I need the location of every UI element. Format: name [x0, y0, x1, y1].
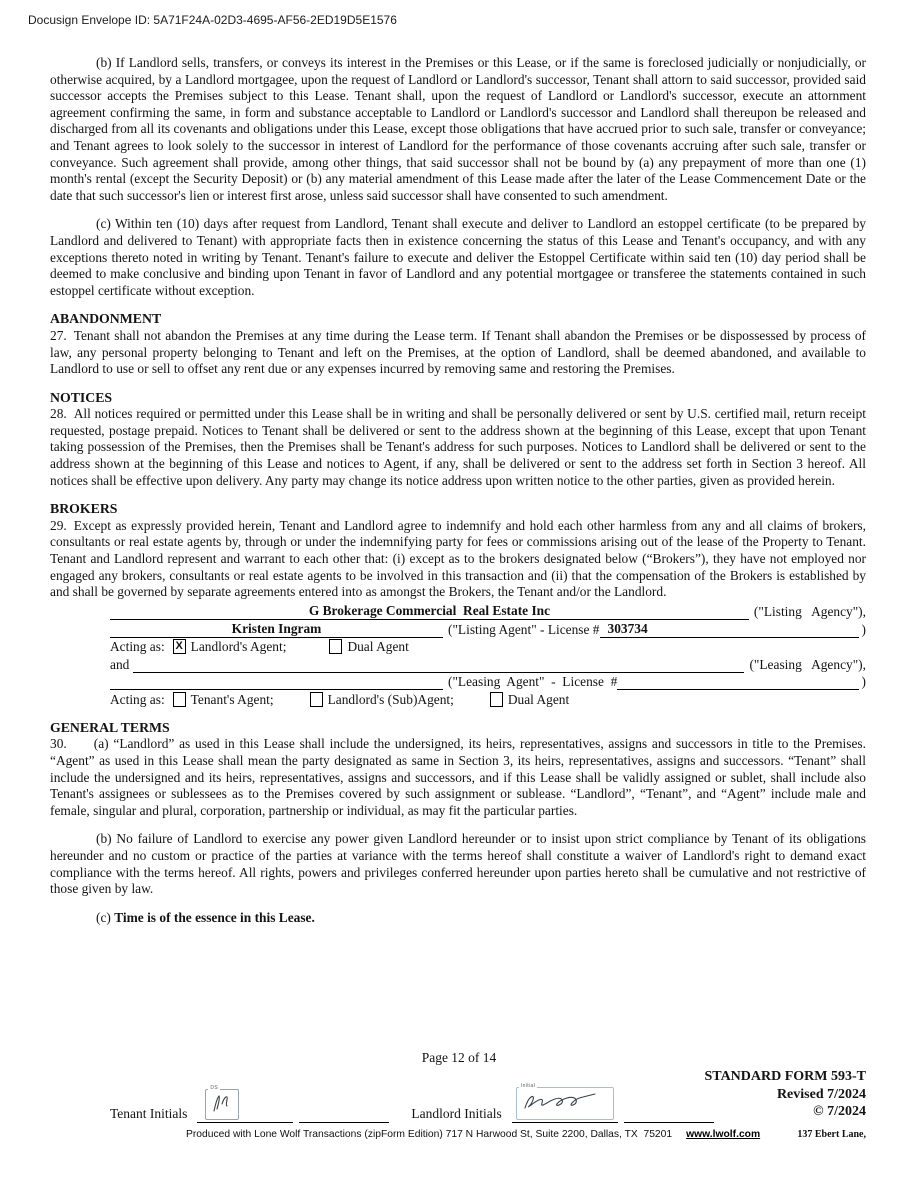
- paragraph-30a: [50, 736, 866, 819]
- property-address-note: 137 Ebert Lane,: [797, 1129, 866, 1140]
- leasing-license-field[interactable]: [617, 673, 858, 690]
- acting-as-label-leasing: Acting as:: [110, 691, 165, 707]
- tenant-initials-label: Tenant Initials: [110, 1106, 188, 1121]
- form-revised-date: Revised 7/2024: [776, 1086, 866, 1102]
- landlord-initials-signature: [517, 1088, 609, 1116]
- listing-agency-row: [110, 603, 866, 621]
- section-heading-notices: NOTICES: [50, 389, 113, 405]
- docusign-envelope-id: Docusign Envelope ID: 5A71F24A-02D3-4695-AF56-2ED19D5E1576: [28, 13, 397, 27]
- initial-adorner-icon: Initial: [520, 1083, 536, 1089]
- and-label: and: [110, 656, 130, 672]
- paragraph-30a-text: (a) “Landlord” as used in this Lease shall include the undersigned, its heirs, representatives, assigns and successors in title to the Premises. “Agent” as used in this Lease shall mean the party designated as same in Section 3, its heirs, representatives, assigns and successors. “Tenant” shall include the undersigned and its heirs, representatives, assigns and successors, and if this Lease shall be validly assigned or sublet, shall include also Tenant's assignees or sublessees as to the Premises covered by such assignment or sublease. “Landlord”, “Tenant”, and “Agent” include male and female, singular and plural, corporation, partnership or individual, as may fit the particular parties.: [50, 736, 866, 818]
- paragraph-30b: (b) No failure of Landlord to exercise any power given Landlord hereunder or to insist upon strict compliance by Tenant of its obligations hereunder and no custom or practice of the parties at variance with the terms hereof shall constitute a waiver of Landlord's right to demand exact compliance with the terms hereof. All rights, powers and privileges conferred hereunder upon parties hereto shall be cumulative and not restrictive of those given by law.: [50, 831, 866, 897]
- leasing-agency-row: [110, 655, 866, 673]
- section-heading-brokers: BROKERS: [50, 501, 118, 517]
- dual-agent-label-listing: Dual Agent: [347, 639, 409, 655]
- leasing-agent-label: ("Leasing Agent" - License #: [448, 674, 618, 690]
- listing-agent-field[interactable]: Kristen Ingram: [110, 621, 443, 638]
- tenant-initials-line[interactable]: [197, 1085, 293, 1123]
- paragraph-estoppel-c: (c) Within ten (10) days after request from Landlord, Tenant shall execute and deliver to Landlord an estoppel certificate (to be prepared by Landlord and delivered to Tenant) with appropriate facts then in existence concerning the status of this Lease and Tenant's occupancy, and with any exceptions thereto noted in writing by Tenant. Tenant's failure to execute and deliver the Estoppel Certificate within said ten (10) day period shall be deemed to make conclusive and binding upon Tenant in favor of Landlord and any potential mortgagee or transferee the statements contained in such estoppel certificate without exception.: [50, 216, 866, 298]
- landlords-subagent-label: Landlord's (Sub)Agent;: [327, 691, 454, 707]
- paragraph-27-number: 27.: [50, 327, 67, 343]
- listing-license-field[interactable]: 303734: [600, 621, 859, 638]
- paragraph-30c: [50, 910, 866, 927]
- dual-agent-checkbox-listing[interactable]: [329, 639, 342, 654]
- paragraph-27: [50, 328, 866, 378]
- landlord-initials-label: Landlord Initials: [411, 1106, 502, 1121]
- tenants-agent-label: Tenant's Agent;: [190, 691, 274, 707]
- section-heading-general-terms: GENERAL TERMS: [50, 719, 170, 735]
- tenants-agent-checkbox[interactable]: [173, 692, 186, 707]
- landlords-agent-label: Landlord's Agent;: [190, 639, 287, 655]
- leasing-agent-field[interactable]: [110, 673, 443, 690]
- paragraph-28-number: 28.: [50, 406, 67, 422]
- landlords-subagent-checkbox[interactable]: [310, 692, 323, 707]
- leasing-agency-field[interactable]: [133, 656, 744, 673]
- brokers-designation-form: [110, 603, 866, 708]
- form-copyright: © 7/2024: [813, 1104, 866, 1119]
- paragraph-29: [50, 518, 866, 601]
- leasing-agency-label: ("Leasing Agency"),: [749, 656, 866, 672]
- listing-agent-label: ("Listing Agent" - License #: [448, 621, 600, 637]
- document-body: [50, 55, 866, 938]
- listing-agency-field[interactable]: G Brokerage Commercial Real Estate Inc: [110, 603, 749, 620]
- listing-agent-row: [110, 620, 866, 638]
- paragraph-30-number: 30.: [50, 736, 67, 752]
- page-number: Page 12 of 14: [421, 1050, 497, 1065]
- listing-close-paren: ): [861, 621, 866, 637]
- leasing-acting-as-row: [110, 690, 866, 708]
- produced-by-text: Produced with Lone Wolf Transactions (zipForm Edition) 717 N Harwood St, Suite 2200, Dallas, TX 75201: [186, 1129, 673, 1140]
- paragraph-30c-label: (c): [96, 909, 111, 925]
- paragraph-29-number: 29.: [50, 517, 67, 533]
- form-name: STANDARD FORM 593-T: [704, 1069, 866, 1084]
- dual-agent-label-leasing: Dual Agent: [507, 691, 570, 707]
- acting-as-label-listing: Acting as:: [110, 639, 165, 655]
- paragraph-27-text: Tenant shall not abandon the Premises at any time during the Lease term. If Tenant shall abandon the Premises or be dispossessed by process of law, any personal property belonging to Tenant and left on the Premises, at the option of Landlord, shall be deemed abandoned, and available to Landlord to use or sell to offset any rent due or any expenses incurred by removing same and restoring the Premises.: [50, 327, 866, 377]
- listing-acting-as-row: [110, 638, 866, 656]
- paragraph-attornment-b: (b) If Landlord sells, transfers, or conveys its interest in the Premises or this Lease, or if the same is foreclosed judicially or nonjudicially, or otherwise acquired, by a Landlord mortgagee, upon the request of Landlord or Landlord's successor, Tenant shall attorn to said successor, provided said successor accepts the Premises subject to this Lease. Tenant shall, upon the request of Landlord or Landlord's successor, execute an attornment agreement confirming the same, in form and substance acceptable to Landlord or Landlord's successor and Landlord shall thereupon be released and discharged from all its covenants and obligations under this Lease, except those obligations that have accrued prior to such sale, transfer or conveyance; and Tenant agrees to look solely to the successor in interest of Landlord for the performance of those covenants accruing after such sale, transfer or conveyance. Such agreement shall provide, among other things, that said successor shall not be bound by (a) any prepayment of more than one (1) month's rental (except the Security Deposit) or (b) any material amendment of this Lease made after the later of the Lease Commencement Date or the date that such successor's lien or interest first arose, unless said successor shall have consented to such amendment.: [50, 55, 866, 203]
- section-heading-abandonment: ABANDONMENT: [50, 311, 162, 327]
- leasing-close-paren: ): [861, 674, 866, 690]
- listing-agency-label: ("Listing Agency"),: [753, 604, 866, 620]
- lwolf-link[interactable]: www.lwolf.com: [686, 1129, 761, 1140]
- docusign-adorner-icon: DS: [210, 1085, 219, 1091]
- paragraph-28: [50, 406, 866, 489]
- landlord-initials-line-2[interactable]: [624, 1091, 714, 1123]
- leasing-agent-row: [110, 673, 866, 691]
- form-identification-block: [704, 1068, 866, 1121]
- landlord-initials-stamp[interactable]: [516, 1083, 614, 1120]
- tenant-initials-stamp[interactable]: [205, 1085, 239, 1120]
- produced-by-row: [186, 1129, 866, 1140]
- dual-agent-checkbox-leasing[interactable]: [490, 692, 503, 707]
- landlord-initials-line[interactable]: [512, 1083, 618, 1123]
- paragraph-29-text: Except as expressly provided herein, Tenant and Landlord agree to indemnify and hold each other harmless from any and all claims of brokers, consultants or real estate agents by, through or under the indemnifying party for fees or commissions arising out of the lease of the Property to Tenant. Tenant and Landlord represent and warrant to each other that: (i) except as to the brokers designated below (“Brokers”), they have not employed nor engaged any brokers, consultants or real estate agents to be involved in this transaction and (ii) that the compensation of the Brokers is established by and shall be governed by separate agreements entered into as amongst the Brokers, the Tenant and/or the Landlord.: [50, 517, 866, 600]
- tenant-initials-line-2[interactable]: [299, 1091, 389, 1123]
- initials-row: [110, 1083, 714, 1123]
- paragraph-28-text: All notices required or permitted under this Lease shall be in writing and shall be personally delivered or sent by U.S. certified mail, return receipt requested, postage prepaid. Notices to Tenant shall be delivered or sent to the address shown at the beginning of this Lease, except that upon Tenant taking possession of the Premises, then the Premises shall be Tenant's address for such purposes. Notices to Landlord shall be delivered or sent to the address shown at the beginning of this Lease and notices to Agent, if any, shall be delivered or sent to the address set forth in Section 3 hereof. All notices shall be effective upon delivery. Any party may change its notice address upon written notice to the other parties, given as provided herein.: [50, 406, 866, 488]
- landlords-agent-checkbox[interactable]: X: [173, 639, 186, 654]
- time-essence-clause: Time is of the essence in this Lease.: [114, 909, 315, 925]
- tenant-initials-signature: [206, 1090, 236, 1117]
